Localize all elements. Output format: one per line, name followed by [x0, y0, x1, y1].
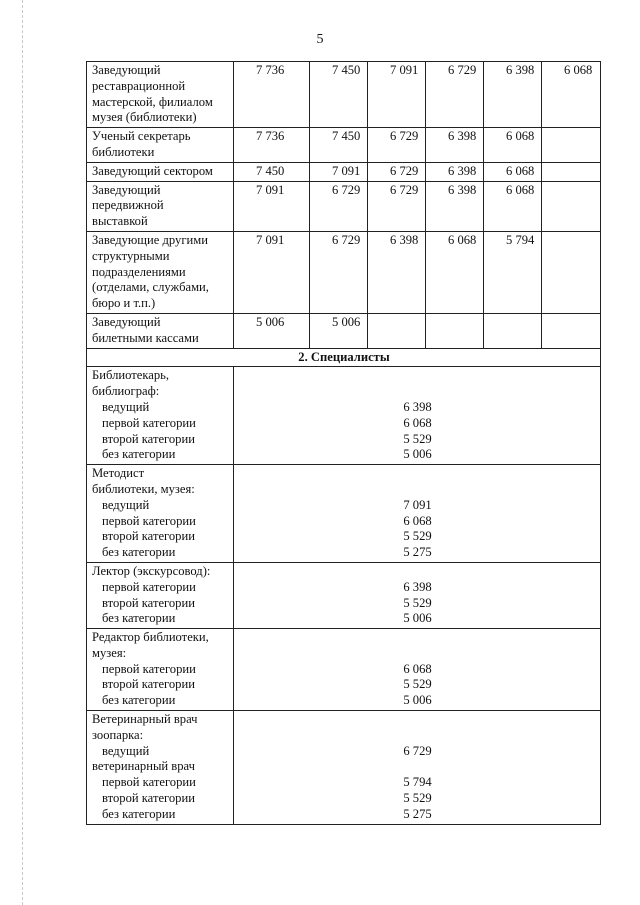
- salary-value-cell: 6 398: [426, 162, 484, 181]
- specialist-label-cell: [87, 629, 234, 711]
- scan-edge-line: [22, 0, 23, 905]
- specialist-label-line: второй категории: [102, 529, 195, 544]
- salary-value-cell: [542, 162, 601, 181]
- salary-value-cell: 6 729: [368, 162, 426, 181]
- salary-value: 5 529: [403, 595, 432, 610]
- position-title-line: Заведующий: [92, 63, 161, 77]
- position-title-cell: [87, 231, 234, 313]
- specialist-label-cell: [87, 562, 234, 628]
- table-row: [87, 711, 601, 825]
- salary-value: 5 529: [403, 431, 432, 446]
- blank-line: [239, 482, 596, 498]
- specialist-label-line: без категории: [102, 611, 176, 626]
- salary-value: 6 398: [403, 399, 432, 414]
- position-title-cell: [87, 181, 234, 231]
- blank-line: [239, 759, 596, 775]
- salary-value-cell: [542, 313, 601, 348]
- position-title-line: музея (библиотеки): [92, 110, 197, 125]
- salary-value-cell: 6 068: [484, 128, 542, 163]
- specialist-label-line: второй категории: [102, 595, 195, 610]
- salary-value-cell: [542, 181, 601, 231]
- specialist-value-cell: [234, 367, 601, 465]
- table-row: [87, 181, 601, 231]
- salary-value-cell: 7 091: [234, 181, 310, 231]
- position-title-cell: [87, 162, 234, 181]
- salary-value-cell: 7 450: [310, 62, 368, 128]
- section-heading-row: [87, 348, 601, 367]
- salary-value-cell: [426, 313, 484, 348]
- section-title: 2. Специалисты: [87, 348, 601, 367]
- salary-value: 6 068: [403, 661, 432, 676]
- position-title-cell: [87, 128, 234, 163]
- specialist-value-cell: [234, 711, 601, 825]
- salary-value: 6 398: [403, 579, 432, 594]
- position-title-line: билетными кассами: [92, 330, 199, 345]
- specialist-label-line: второй категории: [102, 431, 195, 446]
- specialist-label-line: ведущий: [102, 497, 150, 512]
- blank-line: [239, 368, 596, 384]
- table-row: [87, 128, 601, 163]
- salary-value-cell: [542, 231, 601, 313]
- salary-value-cell: [542, 128, 601, 163]
- specialist-label-line: первой категории: [102, 579, 196, 594]
- table-row: [87, 231, 601, 313]
- salary-value: 6 068: [403, 415, 432, 430]
- salary-value-cell: 6 729: [368, 181, 426, 231]
- salary-value: 6 729: [403, 743, 432, 758]
- salary-value-cell: [484, 313, 542, 348]
- specialist-label-line: первой категории: [102, 513, 196, 528]
- position-title-line: Заведующий сектором: [92, 163, 213, 178]
- salary-value-cell: 7 091: [234, 231, 310, 313]
- blank-line: [239, 630, 596, 646]
- salary-value-cell: 6 398: [426, 128, 484, 163]
- salary-value-cell: 6 398: [368, 231, 426, 313]
- table-row: [87, 367, 601, 465]
- salary-table: [86, 61, 601, 825]
- position-title-line: выставкой: [92, 214, 148, 229]
- position-title-line: реставрационной: [92, 78, 186, 93]
- salary-value: 6 068: [403, 513, 432, 528]
- blank-line: [239, 384, 596, 400]
- table-row: [87, 62, 601, 128]
- salary-value: 5 529: [403, 677, 432, 692]
- salary-value-cell: [368, 313, 426, 348]
- specialist-label-line: ветеринарный врач: [92, 759, 195, 774]
- specialist-label-cell: [87, 367, 234, 465]
- specialist-label-line: ведущий: [102, 399, 150, 414]
- table-row: [87, 562, 601, 628]
- salary-value-cell: 5 006: [234, 313, 310, 348]
- specialist-label-line: без категории: [102, 693, 176, 708]
- position-title-line: Ученый секретарь: [92, 129, 191, 144]
- specialist-label-line: второй категории: [102, 791, 195, 806]
- salary-value-cell: 6 729: [310, 181, 368, 231]
- salary-value-cell: 6 729: [426, 62, 484, 128]
- salary-value-cell: 7 091: [368, 62, 426, 128]
- specialist-label-line: Лектор (экскурсовод):: [92, 563, 211, 578]
- specialist-label-line: второй категории: [102, 677, 195, 692]
- blank-line: [239, 646, 596, 662]
- salary-value: 5 006: [403, 693, 432, 708]
- table-row: [87, 162, 601, 181]
- salary-value-cell: 7 450: [234, 162, 310, 181]
- specialist-label-line: библиограф:: [92, 384, 160, 399]
- salary-value-cell: 7 736: [234, 62, 310, 128]
- specialist-label-line: первой категории: [102, 661, 196, 676]
- specialist-value-cell: [234, 562, 601, 628]
- specialist-label-line: библиотеки, музея:: [92, 481, 195, 496]
- salary-value: 5 529: [403, 529, 432, 544]
- salary-value: 7 091: [403, 497, 432, 512]
- position-title-line: передвижной: [92, 198, 164, 213]
- specialist-label-line: музея:: [92, 645, 127, 660]
- blank-line: [239, 728, 596, 744]
- salary-value-cell: 6 398: [484, 62, 542, 128]
- position-title-line: мастерской, филиалом: [92, 94, 213, 109]
- specialist-label-cell: [87, 711, 234, 825]
- position-title-line: (отделами, службами,: [92, 280, 209, 295]
- blank-line: [239, 466, 596, 482]
- specialist-label-line: Ветеринарный врач: [92, 712, 198, 727]
- salary-value-cell: 5 794: [484, 231, 542, 313]
- specialist-label-line: Редактор библиотеки,: [92, 630, 209, 645]
- position-title-cell: [87, 62, 234, 128]
- salary-value: 5 529: [403, 791, 432, 806]
- salary-value-cell: 6 068: [542, 62, 601, 128]
- position-title-cell: [87, 313, 234, 348]
- specialist-label-line: первой категории: [102, 775, 196, 790]
- table-row: [87, 629, 601, 711]
- salary-value-cell: 6 068: [426, 231, 484, 313]
- specialist-label-line: Методист: [92, 466, 145, 481]
- specialist-label-line: зоопарка:: [92, 727, 144, 742]
- salary-value-cell: 5 006: [310, 313, 368, 348]
- specialist-label-line: без категории: [102, 447, 176, 462]
- position-title-line: подразделениями: [92, 264, 186, 279]
- table-row: [87, 465, 601, 563]
- position-title-line: библиотеки: [92, 144, 155, 159]
- position-title-line: структурными: [92, 248, 170, 263]
- salary-value-cell: 6 398: [426, 181, 484, 231]
- salary-value-cell: 6 068: [484, 162, 542, 181]
- salary-value-cell: 7 736: [234, 128, 310, 163]
- blank-line: [239, 564, 596, 580]
- specialist-label-cell: [87, 465, 234, 563]
- specialist-label-line: без категории: [102, 806, 176, 821]
- salary-value-cell: 6 729: [310, 231, 368, 313]
- salary-value-cell: 7 091: [310, 162, 368, 181]
- specialist-label-line: ведущий: [102, 743, 150, 758]
- salary-value-cell: 6 729: [368, 128, 426, 163]
- specialist-value-cell: [234, 629, 601, 711]
- salary-value-cell: 6 068: [484, 181, 542, 231]
- salary-value: 5 006: [403, 611, 432, 626]
- salary-value: 5 006: [403, 447, 432, 462]
- position-title-line: Заведующий: [92, 182, 161, 197]
- specialist-label-line: первой категории: [102, 415, 196, 430]
- position-title-line: Заведующий: [92, 314, 161, 329]
- position-title-line: бюро и т.п.): [92, 296, 156, 311]
- position-title-line: Заведующие другими: [92, 232, 208, 247]
- blank-line: [239, 712, 596, 728]
- salary-value: 5 794: [403, 775, 432, 790]
- specialist-value-cell: [234, 465, 601, 563]
- specialist-label-line: Библиотекарь,: [92, 368, 170, 383]
- page-number: 5: [316, 32, 324, 47]
- specialist-label-line: без категории: [102, 545, 176, 560]
- salary-value-cell: 7 450: [310, 128, 368, 163]
- salary-value: 5 275: [403, 545, 432, 560]
- salary-value: 5 275: [403, 806, 432, 821]
- table-row: [87, 313, 601, 348]
